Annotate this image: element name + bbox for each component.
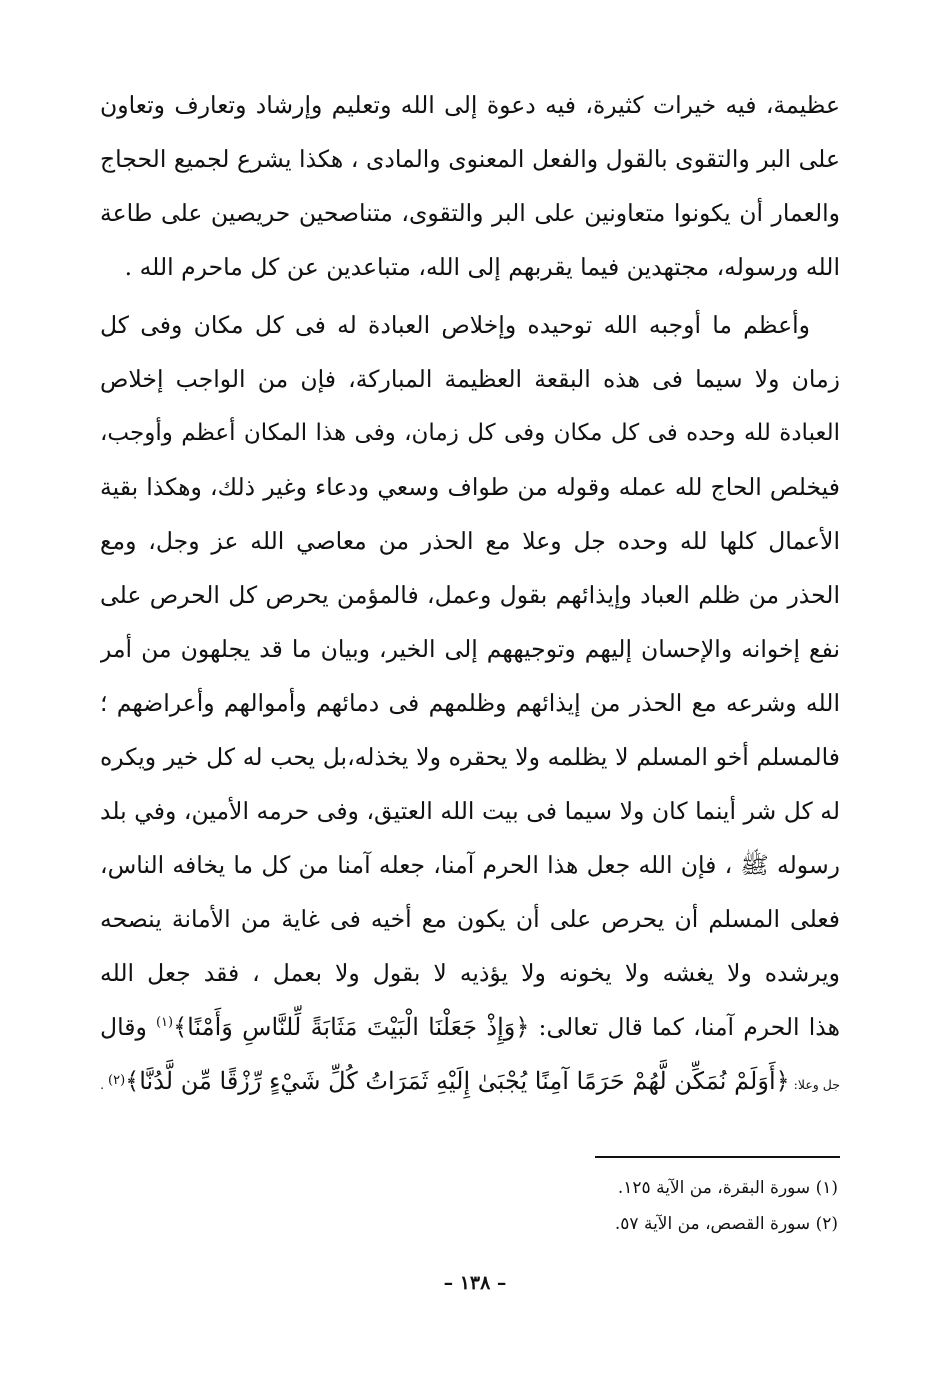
quran-verse-1: ﴿وَإِذْ جَعَلْنَا الْبَيْتَ مَثَابَةً لِّلنَّاسِ وَأَمْنًا﴾	[173, 1013, 530, 1041]
text-line: له كل شر أينما كان ولا سيما فى بيت الله العتيق، وفى حرمه الأمين، وفي بلد	[100, 797, 840, 825]
footnote-divider	[595, 1156, 840, 1158]
text-line: على البر والتقوى بالقول والفعل المعنوى والمادى ، هكذا يشرع لجميع الحجاج	[100, 145, 840, 173]
text-line: عظيمة، فيه خيرات كثيرة، فيه دعوة إلى الله وتعليم وإرشاد وتعارف وتعاون	[100, 91, 840, 119]
text-line: فعلى المسلم أن يحرص على أن يكون مع أخيه فى غاية من الأمانة ينصحه	[100, 905, 840, 933]
paragraph-1	[100, 78, 840, 294]
verse-outro-text: وقال	[100, 1013, 156, 1041]
text-line: فالمسلم أخو المسلم لا يظلمه ولا يحقره ولا يخذله،بل يحب له كل خير ويكره	[100, 743, 840, 771]
text-line: رسوله ﷺ ، فإن الله جعل هذا الحرم آمنا، جعله آمنا من كل ما يخافه الناس،	[100, 851, 840, 879]
text-line: وأعظم ما أوجبه الله توحيده وإخلاص العبادة له فى كل مكان وفى كل	[100, 311, 810, 339]
footnote-1: (١) سورة البقرة، من الآية ١٢٥.	[617, 1178, 838, 1198]
verse-outro-text: .	[100, 1077, 109, 1092]
text-line: الله ورسوله، مجتهدين فيما يقربهم إلى الله، متباعدين عن كل ماحرم الله .	[124, 253, 840, 281]
text-line: نفع إخوانه والإحسان إليهم وتوجيههم إلى الخير، وبيان ما قد يجلهون من أمر	[100, 635, 840, 663]
text-line: الحذر من ظلم العباد وإيذائهم بقول وعمل، فالمؤمن يحرص كل الحرص على	[100, 581, 840, 609]
verse-line-2	[100, 1054, 840, 1108]
footnote-ref-2: (٢)	[108, 1072, 126, 1088]
quran-verse-2: ﴿أَوَلَمْ نُمَكِّن لَّهُمْ حَرَمًا آمِنًا يُجْبَىٰ إِلَيْهِ ثَمَرَاتُ كُلِّ شَيْءٍ رِّزْقًا مِّن لَّدُنَّا﴾	[125, 1067, 790, 1095]
verse-intro-text: جل وعلا:	[789, 1077, 840, 1092]
text-line: زمان ولا سيما فى هذه البقعة العظيمة المباركة، فإن من الواجب إخلاص	[100, 365, 840, 393]
text-line: الله وشرعه مع الحذر من إيذائهم وظلمهم فى دمائهم وأموالهم وأعراضهم ؛	[100, 689, 840, 717]
text-line: العبادة لله وحده فى كل مكان وفى كل زمان، وفى هذا المكان أعظم وأوجب،	[100, 420, 840, 446]
paragraph-2	[100, 298, 840, 1108]
text-line: الأعمال كلها لله وحده جل وعلا مع الحذر من معاصي الله عز وجل، ومع	[100, 527, 840, 555]
verse-intro-text: هذا الحرم آمنا، كما قال تعالى:	[529, 1013, 840, 1041]
text-line: ويرشده ولا يغشه ولا يخونه ولا يؤذيه لا بقول ولا بعمل ، فقد جعل الله	[100, 959, 840, 987]
footnote-2: (٢) سورة القصص، من الآية ٥٧.	[614, 1214, 838, 1234]
footnotes	[338, 1170, 838, 1242]
text-line: فيخلص الحاج لله عمله وقوله من طواف وسعي ودعاء وغير ذلك، وهكذا بقية	[100, 473, 840, 501]
footnote-ref-1: (١)	[155, 1015, 174, 1031]
text-line: والعمار أن يكونوا متعاونين على البر والتقوى، متناصحين حريصين على طاعة	[100, 199, 840, 227]
verse-line-1	[100, 1000, 840, 1054]
page-number: – ١٣٨ –	[443, 1272, 507, 1294]
